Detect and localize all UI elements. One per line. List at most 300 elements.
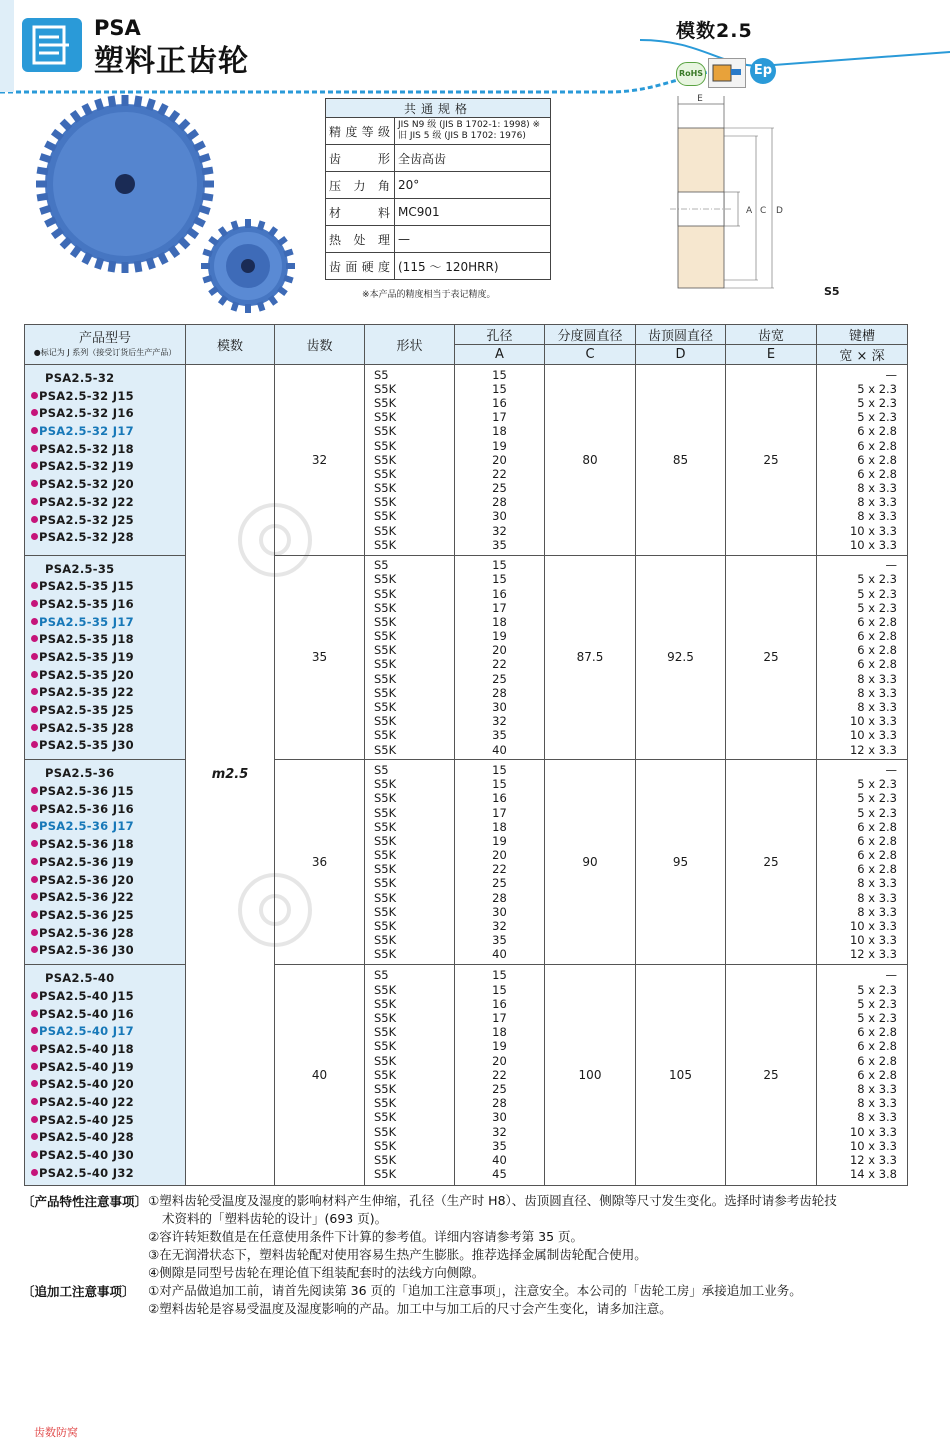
product-group-row — [25, 555, 908, 760]
keyway-list-item: 10 x 3.3 — [849, 1124, 897, 1139]
shape-list-item: S5K — [374, 600, 397, 615]
shape-list-item: S5K — [374, 996, 397, 1011]
keyway-list-item: 8 x 3.3 — [857, 1110, 897, 1125]
pitch-diameter: 100 — [545, 965, 636, 1185]
shape-list-item: S5K — [374, 586, 397, 601]
j-series-dot-icon — [31, 911, 38, 918]
product-code-text: PSA2.5-40 J18 — [39, 1041, 134, 1056]
shape-list-item: S5K — [374, 438, 397, 453]
spec-row — [326, 253, 551, 280]
keyway-list-item: — — [885, 968, 897, 983]
product-code-text: PSA2.5-36 — [45, 766, 115, 781]
bore-list-item: 22 — [492, 1067, 507, 1082]
col-header-product — [25, 325, 186, 365]
product-code — [31, 801, 185, 819]
gear-section-drawing — [660, 88, 850, 298]
shape-list — [365, 965, 455, 1185]
product-code-text: PSA2.5-36 J22 — [39, 890, 134, 905]
bore-list-item: 17 — [492, 410, 507, 425]
shape-list-item: S5K — [374, 862, 397, 877]
spec-label: 压力角 — [326, 172, 395, 199]
bore-list-item: 32 — [492, 523, 507, 538]
product-code — [31, 561, 185, 579]
product-group-row — [25, 365, 908, 556]
keyway-list-item: 8 x 3.3 — [857, 685, 897, 700]
col-header-product-note: ●标记为 J 系列（接受订货后生产产品） — [33, 347, 177, 357]
keyway-list-item: 8 x 3.3 — [857, 509, 897, 524]
product-code — [31, 1006, 185, 1024]
j-series-dot-icon — [31, 582, 38, 589]
spec-label: 材料 — [326, 199, 395, 226]
keyway-list-item: 5 x 2.3 — [857, 791, 897, 806]
product-code — [31, 818, 185, 836]
col-sub-bore: A — [455, 345, 545, 365]
j-series-dot-icon — [31, 1151, 38, 1158]
product-code-text: PSA2.5-40 J16 — [39, 1006, 134, 1021]
product-notes — [148, 1192, 938, 1282]
product-code — [31, 494, 185, 512]
process-notes-heading: 〔追加工注意事项〕 — [22, 1284, 135, 1299]
keyway-list — [817, 760, 908, 965]
keyway-list-item: 12 x 3.3 — [849, 947, 897, 962]
face-width: 25 — [726, 965, 817, 1185]
j-series-dot-icon — [31, 688, 38, 695]
bore-list-item: 25 — [492, 1081, 507, 1096]
note-item: ①塑料齿轮受温度及湿度的影响材料产生伸缩，孔径（生产时 H8）、齿顶圆直径、侧隙等尺寸发生变化。选择时请参考齿轮技 — [148, 1193, 837, 1208]
shape-list-item: S5K — [374, 933, 397, 948]
product-code — [31, 1147, 185, 1165]
product-code-text: PSA2.5-40 J30 — [39, 1148, 134, 1163]
bore-list-item: 16 — [492, 996, 507, 1011]
shape-list-item: S5K — [374, 848, 397, 863]
bore-list-item: 19 — [492, 629, 507, 644]
bore-list-item: 28 — [492, 890, 507, 905]
product-notes-heading: 〔产品特性注意事项〕 — [22, 1194, 148, 1209]
product-code — [31, 925, 185, 943]
keyway-list-item: 8 x 3.3 — [857, 495, 897, 510]
bore-list-item: 25 — [492, 481, 507, 496]
spec-value — [395, 118, 551, 145]
product-code-text: PSA2.5-40 J17 — [39, 1024, 134, 1039]
j-series-dot-icon — [31, 787, 38, 794]
bore-list-item: 15 — [492, 572, 507, 587]
col-header-pitch: 分度圆直径 — [545, 325, 636, 345]
product-code — [31, 889, 185, 907]
keyway-list-item: 6 x 2.8 — [857, 862, 897, 877]
keyway-list-item: 5 x 2.3 — [857, 805, 897, 820]
bore-list-item: 15 — [492, 982, 507, 997]
spec-table — [325, 98, 551, 280]
j-series-dot-icon — [31, 1063, 38, 1070]
col-header-module: 模数 — [186, 325, 275, 365]
product-code — [31, 1112, 185, 1130]
product-code-text: PSA2.5-40 — [45, 971, 115, 986]
shape-list-item: S5K — [374, 643, 397, 658]
keyway-list-item: 8 x 3.3 — [857, 481, 897, 496]
col-header-width: 齿宽 — [726, 325, 817, 345]
spec-title: 共通规格 — [326, 99, 551, 118]
bore-list-item: 35 — [492, 728, 507, 743]
shape-list-item: S5K — [374, 777, 397, 792]
j-series-dot-icon — [31, 1169, 38, 1176]
product-code-text: PSA2.5-36 J25 — [39, 907, 134, 922]
bore-list-item: 19 — [492, 1039, 507, 1054]
footer-mark: 齿数防窝 — [34, 1426, 78, 1439]
shape-list-item: S5K — [374, 1167, 397, 1182]
keyway-list — [817, 555, 908, 760]
bore-list-item: 19 — [492, 833, 507, 848]
bore-list-item: 40 — [492, 742, 507, 757]
shape-list-item: S5K — [374, 629, 397, 644]
shape-list-item: S5K — [374, 919, 397, 934]
keyway-list-item: 10 x 3.3 — [849, 537, 897, 552]
keyway-list-item: 6 x 2.8 — [857, 438, 897, 453]
shape-list-item: S5K — [374, 452, 397, 467]
keyway-list-item: 8 x 3.3 — [857, 1081, 897, 1096]
keyway-list-item: 5 x 2.3 — [857, 572, 897, 587]
bore-list-item: 15 — [492, 367, 507, 382]
product-code — [31, 988, 185, 1006]
j-series-dot-icon — [31, 671, 38, 678]
product-code-text: PSA2.5-36 J15 — [39, 784, 134, 799]
shape-list-item: S5K — [374, 1152, 397, 1167]
gear-photo — [30, 86, 310, 316]
product-list — [25, 555, 186, 760]
bore-list-item: 18 — [492, 1025, 507, 1040]
bore-list-item: 15 — [492, 777, 507, 792]
shape-list-item: S5K — [374, 1124, 397, 1139]
spec-row — [326, 226, 551, 253]
j-series-dot-icon — [31, 822, 38, 829]
shape-list-item: S5K — [374, 791, 397, 806]
j-series-dot-icon — [31, 427, 38, 434]
shape-list-item: S5K — [374, 381, 397, 396]
product-code — [31, 370, 185, 388]
bore-list-item: 18 — [492, 424, 507, 439]
j-series-dot-icon — [31, 635, 38, 642]
ep-icon: Ep — [750, 58, 776, 84]
shape-list-item: S5K — [374, 742, 397, 757]
j-series-dot-icon — [31, 533, 38, 540]
product-code — [31, 1129, 185, 1147]
keyway-list-item: 5 x 2.3 — [857, 982, 897, 997]
bore-list-item: 15 — [492, 762, 507, 777]
spec-row — [326, 172, 551, 199]
shape-list-item: S5K — [374, 947, 397, 962]
product-code — [31, 737, 185, 755]
pitch-diameter: 80 — [545, 365, 636, 556]
rohs-icon: RoHS — [676, 62, 706, 86]
product-code-text: PSA2.5-32 J19 — [39, 459, 134, 474]
j-series-dot-icon — [31, 409, 38, 416]
bore-list-item: 30 — [492, 700, 507, 715]
keyway-list-item: 8 x 3.3 — [857, 890, 897, 905]
j-series-dot-icon — [31, 1045, 38, 1052]
product-table — [24, 324, 908, 1186]
teeth-count: 35 — [275, 555, 365, 760]
product-code — [31, 631, 185, 649]
keyway-list-item: 12 x 3.3 — [849, 1152, 897, 1167]
product-code-text: PSA2.5-35 J30 — [39, 738, 134, 753]
product-code — [31, 423, 185, 441]
product-code-text: PSA2.5-35 J18 — [39, 632, 134, 647]
j-series-dot-icon — [31, 1133, 38, 1140]
bore-list — [455, 555, 545, 760]
shape-list-item: S5K — [374, 876, 397, 891]
product-code — [31, 1059, 185, 1077]
keyway-list-item: 6 x 2.8 — [857, 466, 897, 481]
product-code-text: PSA2.5-36 J28 — [39, 925, 134, 940]
keyway-list-item: 6 x 2.8 — [857, 657, 897, 672]
j-series-dot-icon — [31, 392, 38, 399]
bore-list-item: 15 — [492, 558, 507, 573]
shape-list-item: S5K — [374, 1096, 397, 1111]
spec-value: MC901 — [395, 199, 551, 226]
product-code-text: PSA2.5-40 J22 — [39, 1095, 134, 1109]
col-header-teeth: 齿数 — [275, 325, 365, 365]
product-code-text: PSA2.5-35 J19 — [39, 650, 134, 665]
bore-list-item: 32 — [492, 1124, 507, 1139]
bore-list-item: 35 — [492, 537, 507, 552]
note-item: ②容许转矩数值是在任意使用条件下计算的参考值。详细内容请参考第 35 页。 — [148, 1229, 584, 1244]
keyway-list-item: 6 x 2.8 — [857, 452, 897, 467]
bore-list — [455, 365, 545, 556]
col-sub-keyway: 宽 × 深 — [817, 345, 908, 365]
j-series-dot-icon — [31, 946, 38, 953]
bore-list-item: 28 — [492, 1096, 507, 1111]
product-code — [31, 388, 185, 406]
product-code — [31, 854, 185, 872]
bore-list-item: 25 — [492, 876, 507, 891]
bore-list-item: 32 — [492, 919, 507, 934]
keyway-list-item: 10 x 3.3 — [849, 714, 897, 729]
bore-list — [455, 965, 545, 1185]
keyway-list-item: 6 x 2.8 — [857, 1039, 897, 1054]
keyway-list-item: 6 x 2.8 — [857, 424, 897, 439]
product-list — [25, 965, 186, 1185]
shape-list-item: S5K — [374, 1138, 397, 1153]
product-code-text: PSA2.5-32 J28 — [39, 530, 134, 545]
product-code — [31, 702, 185, 720]
j-series-dot-icon — [31, 1080, 38, 1087]
spec-label: 齿面硬度 — [326, 253, 395, 280]
bore-list-item: 30 — [492, 904, 507, 919]
keyway-list-item: 8 x 3.3 — [857, 1096, 897, 1111]
product-code-text: PSA2.5-36 J18 — [39, 837, 134, 852]
product-code-text: PSA2.5-40 J15 — [39, 988, 134, 1003]
shape-list-item: S5K — [374, 395, 397, 410]
j-series-dot-icon — [31, 858, 38, 865]
shape-list-item: S5K — [374, 714, 397, 729]
spec-value-text: JIS N9 级 (JIS B 1702-1: 1998) ※ 旧 JIS 5 级 (JIS B 1702: 1976) — [398, 120, 541, 141]
shape-list-item: S5K — [374, 1110, 397, 1125]
keyway-list-item: 5 x 2.3 — [857, 381, 897, 396]
bore-list-item: 22 — [492, 657, 507, 672]
shape-list — [365, 555, 455, 760]
bore-list-item: 22 — [492, 466, 507, 481]
bore-list-item: 30 — [492, 509, 507, 524]
module-value: m2.5 — [186, 365, 275, 1186]
shape-list-item: S5K — [374, 819, 397, 834]
spec-row — [326, 199, 551, 226]
product-code — [31, 458, 185, 476]
shape-list-item: S5K — [374, 904, 397, 919]
spec-label: 热处理 — [326, 226, 395, 253]
teeth-count: 36 — [275, 760, 365, 965]
j-series-dot-icon — [31, 498, 38, 505]
j-series-dot-icon — [31, 445, 38, 452]
keyway-list-item: 10 x 3.3 — [849, 919, 897, 934]
product-code-text: PSA2.5-40 J32 — [39, 1165, 134, 1180]
product-code-text: PSA2.5-32 J18 — [39, 441, 134, 456]
shape-list-item: S5 — [374, 968, 389, 983]
keyway-list-item: 12 x 3.3 — [849, 742, 897, 757]
j-series-dot-icon — [31, 876, 38, 883]
dim-label-e: E — [697, 94, 703, 104]
bore-list-item: 20 — [492, 1053, 507, 1068]
col-header-product-label: 产品型号 — [78, 330, 131, 346]
shape-list-item: S5K — [374, 614, 397, 629]
keyway-list-item: 14 x 3.8 — [849, 1167, 897, 1182]
bore-list-item: 40 — [492, 1152, 507, 1167]
bore-list — [455, 760, 545, 965]
product-code — [31, 720, 185, 738]
bore-list-item: 20 — [492, 643, 507, 658]
keyway-list-item: 10 x 3.3 — [849, 523, 897, 538]
product-code-text: PSA2.5-40 J19 — [39, 1059, 134, 1074]
product-code — [31, 405, 185, 423]
product-code-text: PSA2.5-36 J30 — [39, 943, 134, 958]
bore-list-item: 16 — [492, 395, 507, 410]
bore-list-item: 18 — [492, 614, 507, 629]
bore-list-item: 35 — [492, 1138, 507, 1153]
keyway-list-item: 6 x 2.8 — [857, 819, 897, 834]
product-code — [31, 907, 185, 925]
shape-list-item: S5K — [374, 424, 397, 439]
product-code-text: PSA2.5-36 J19 — [39, 854, 134, 869]
product-code-text: PSA2.5-40 J25 — [39, 1112, 134, 1127]
shape-list-item: S5 — [374, 558, 389, 573]
product-list — [25, 760, 186, 965]
keyway-list-item: 6 x 2.8 — [857, 1025, 897, 1040]
note-item: 术资料的「塑料齿轮的设计」(693 页)。 — [162, 1211, 388, 1226]
bore-list-item: 20 — [492, 452, 507, 467]
keyway-list-item: 6 x 2.8 — [857, 629, 897, 644]
keyway-list-item: 5 x 2.3 — [857, 410, 897, 425]
shape-list-item: S5K — [374, 982, 397, 997]
product-code-text: PSA2.5-35 J17 — [39, 614, 134, 629]
keyway-list-item: 6 x 2.8 — [857, 1067, 897, 1082]
bore-list-item: 17 — [492, 600, 507, 615]
product-code-text: PSA2.5-32 J15 — [39, 388, 134, 403]
product-code — [31, 970, 185, 988]
product-code-text: PSA2.5-35 J25 — [39, 703, 134, 718]
product-code — [31, 684, 185, 702]
dim-label-a: A — [746, 206, 753, 216]
dim-label-d: D — [776, 206, 783, 216]
j-series-dot-icon — [31, 1116, 38, 1123]
bore-list-item: 15 — [492, 968, 507, 983]
j-series-dot-icon — [31, 929, 38, 936]
outer-diameter: 95 — [636, 760, 726, 965]
bore-list-item: 28 — [492, 685, 507, 700]
j-series-dot-icon — [31, 480, 38, 487]
keyway-list — [817, 965, 908, 1185]
shape-list-item: S5K — [374, 410, 397, 425]
product-code-text: PSA2.5-36 J17 — [39, 819, 134, 834]
bore-list-item: 28 — [492, 495, 507, 510]
note-item: ④侧隙是同型号齿轮在理论值下组装配套时的法线方向侧隙。 — [148, 1265, 485, 1280]
catalog-icon — [22, 18, 82, 72]
shape-list-item: S5K — [374, 1081, 397, 1096]
keyway-list-item: 6 x 2.8 — [857, 833, 897, 848]
shape-list — [365, 760, 455, 965]
shape-list-item: S5K — [374, 1025, 397, 1040]
module-label: 模数2.5 — [676, 20, 753, 42]
j-series-dot-icon — [31, 893, 38, 900]
bore-list-item: 20 — [492, 848, 507, 863]
shape-list-item: S5K — [374, 481, 397, 496]
product-code-text: PSA2.5-35 — [45, 561, 115, 576]
product-code-text: PSA2.5-40 J20 — [39, 1077, 134, 1092]
product-code — [31, 649, 185, 667]
keyway-list-item: — — [885, 558, 897, 573]
j-series-dot-icon — [31, 706, 38, 713]
shape-list-item: S5 — [374, 367, 389, 382]
outer-diameter: 105 — [636, 965, 726, 1185]
j-series-dot-icon — [31, 618, 38, 625]
spec-value: (115 ～ 120HRR) — [395, 253, 551, 280]
process-notes — [148, 1282, 938, 1318]
keyway-list-item: 10 x 3.3 — [849, 1138, 897, 1153]
bore-list-item: 16 — [492, 791, 507, 806]
spec-label: 精度等级 — [326, 118, 395, 145]
note-item: ①对产品做追加工前，请首先阅读第 36 页的「追加工注意事项」，注意安全。本公司的「齿轮工房」承接追加工业务。 — [148, 1283, 802, 1298]
keyway-list-item: 8 x 3.3 — [857, 876, 897, 891]
keyway-list-item: 8 x 3.3 — [857, 700, 897, 715]
bore-list-item: 16 — [492, 586, 507, 601]
col-header-keyway: 键槽 — [817, 325, 908, 345]
bore-list-item: 19 — [492, 438, 507, 453]
bore-list-item: 30 — [492, 1110, 507, 1125]
pitch-diameter: 87.5 — [545, 555, 636, 760]
shape-list-item: S5K — [374, 728, 397, 743]
bore-list-item: 25 — [492, 671, 507, 686]
spec-value: 全齿高齿 — [395, 145, 551, 172]
spec-value: — — [395, 226, 551, 253]
shape-list-item: S5 — [374, 762, 389, 777]
shape-list-item: S5K — [374, 537, 397, 552]
col-header-bore: 孔径 — [455, 325, 545, 345]
shape-list-item: S5K — [374, 523, 397, 538]
j-series-dot-icon — [31, 653, 38, 660]
product-code — [31, 765, 185, 783]
face-width: 25 — [726, 365, 817, 556]
bore-list-item: 45 — [492, 1167, 507, 1182]
product-code — [31, 1094, 185, 1112]
note-item: ②塑料齿轮是容易受温度及湿度影响的产品。加工中与加工后的尺寸会产生变化，请多加注意。 — [148, 1301, 672, 1316]
bore-list-item: 17 — [492, 805, 507, 820]
shape-list-item: S5K — [374, 671, 397, 686]
shape-list-item: S5K — [374, 466, 397, 481]
col-sub-outer: D — [636, 345, 726, 365]
spec-note: ※本产品的精度相当于表记精度。 — [362, 290, 496, 300]
shape-list-item: S5K — [374, 805, 397, 820]
shape-list-item: S5K — [374, 509, 397, 524]
product-code-text: PSA2.5-36 J20 — [39, 872, 134, 887]
shape-list-item: S5K — [374, 700, 397, 715]
spec-label: 齿形 — [326, 145, 395, 172]
